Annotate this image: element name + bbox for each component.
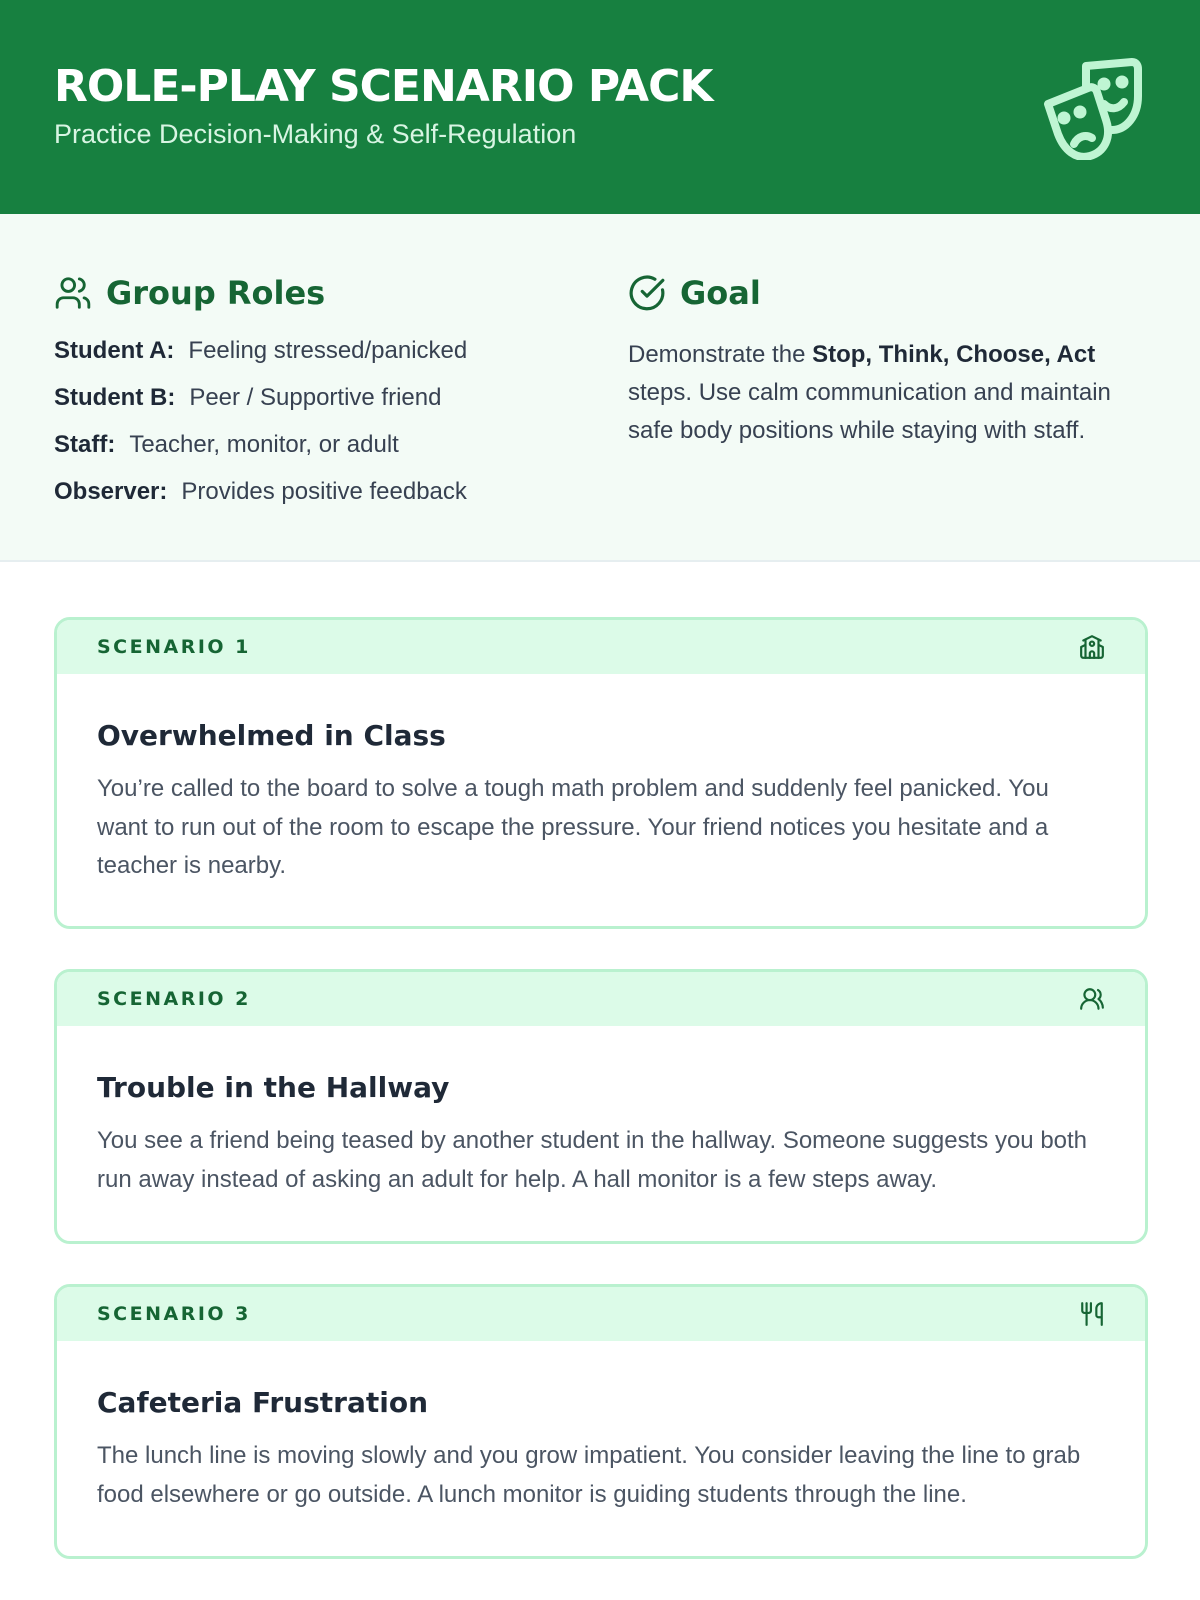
scenario-card-header [57,620,1145,674]
goal-description [628,336,1148,450]
group-roles-section [54,270,574,524]
group-roles-title: Group Roles [106,274,326,312]
scenario-description: You see a friend being teased by another student in the hallway. Someone suggests you both run away instead of asking an adult for help. A hall monitor is a few steps away. [97,1127,1088,1193]
scenario-card [54,1284,1148,1559]
check-circle-icon [628,274,666,312]
role-item [54,383,574,430]
role-item [54,477,574,524]
scenario-list [54,617,1148,1559]
users-icon [54,274,92,312]
scenario-card-header [57,1287,1145,1341]
page-header [0,0,1200,214]
scenario-card-header [57,972,1145,1026]
scenario-label: SCENARIO 1 [97,636,251,658]
role-desc: Peer / Supportive friend [189,384,442,411]
scenario-description: The lunch line is moving slowly and you grow impatient. You consider leaving the line to grab food elsewhere or go outside. A lunch monitor is guiding students through the line. [97,1442,1081,1508]
scenario-title: Trouble in the Hallway [97,1071,450,1104]
scenario-card [54,617,1148,929]
goal-section [628,270,1148,450]
page-title: ROLE-PLAY SCENARIO PACK [54,61,713,112]
scenario-card [54,969,1148,1244]
users-icon [1079,986,1105,1012]
goal-heading [628,270,1148,316]
goal-text-after: steps. Use calm communication and maintain safe body positions while staying with staff. [628,379,1111,444]
goal-title: Goal [680,274,761,312]
role-desc: Provides positive feedback [181,478,467,505]
school-icon [1079,634,1105,660]
info-panel [0,214,1200,562]
role-item [54,336,574,383]
role-desc: Teacher, monitor, or adult [129,431,399,458]
group-roles-heading [54,270,574,316]
roles-list [54,336,574,524]
goal-steps: Stop, Think, Choose, Act [812,341,1096,368]
role-name: Observer: [54,478,168,505]
scenario-title: Overwhelmed in Class [97,719,446,752]
role-name: Student A: [54,337,175,364]
page-subtitle: Practice Decision-Making & Self-Regulation [54,119,577,149]
theater-masks-icon [1044,56,1144,160]
scenario-card-body [57,1341,1145,1514]
scenario-label: SCENARIO 3 [97,1303,251,1325]
goal-text-before: Demonstrate the [628,341,813,368]
scenario-label: SCENARIO 2 [97,988,251,1010]
role-item [54,430,574,477]
role-name: Staff: [54,431,116,458]
scenario-card-body [57,1026,1145,1199]
role-desc: Feeling stressed/panicked [188,337,468,364]
scenario-description: You’re called to the board to solve a tough math problem and suddenly feel panicked. You want to run out of the room to escape the pressure. Your friend notices you hesitate and a teacher is nearby. [97,775,1049,879]
scenario-card-body [57,674,1145,886]
utensils-icon [1079,1301,1105,1327]
role-name: Student B: [54,384,176,411]
scenario-title: Cafeteria Frustration [97,1386,429,1419]
